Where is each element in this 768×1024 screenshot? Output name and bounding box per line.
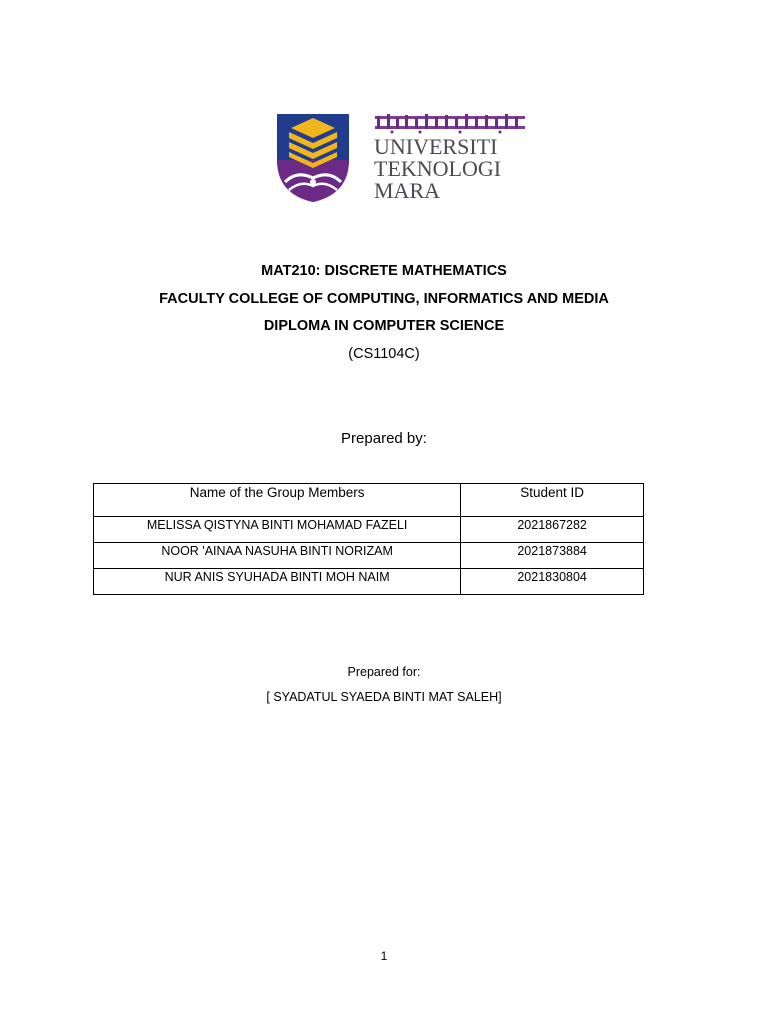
prepared-for-label: Prepared for: bbox=[347, 665, 421, 679]
table-header-row bbox=[94, 484, 644, 517]
prepared-by-label: Prepared by: bbox=[341, 430, 427, 447]
logo-wordmark-line2: TEKNOLOGI bbox=[374, 156, 502, 181]
header-member-name: Name of the Group Members bbox=[94, 484, 461, 517]
member-name-cell: MELISSA QISTYNA BINTI MOHAMAD FAZELI bbox=[94, 517, 461, 543]
faculty-title: FACULTY COLLEGE OF COMPUTING, INFORMATICS AND MEDIA bbox=[159, 291, 609, 307]
university-logo bbox=[275, 112, 540, 204]
student-id-cell: 2021873884 bbox=[461, 543, 644, 569]
logo-wordmark-line1: UNIVERSITI bbox=[374, 134, 498, 159]
programme-title: DIPLOMA IN COMPUTER SCIENCE bbox=[263, 318, 505, 334]
header-student-id: Student ID bbox=[461, 484, 644, 517]
member-name-cell: NOOR 'AINAA NASUHA BINTI NORIZAM bbox=[94, 543, 461, 569]
member-name-cell: NUR ANIS SYUHADA BINTI MOH NAIM bbox=[94, 569, 461, 595]
table-row bbox=[94, 569, 644, 595]
student-id-cell: 2021867282 bbox=[461, 517, 644, 543]
uitm-crest-icon bbox=[275, 112, 540, 204]
lecturer-name: [ SYADATUL SYAEDA BINTI MAT SALEH] bbox=[266, 690, 502, 704]
jawi-script-icon bbox=[375, 114, 525, 134]
logo-wordmark-line3: MARA bbox=[374, 178, 441, 203]
page-number: 1 bbox=[380, 949, 388, 963]
group-members-table bbox=[93, 483, 644, 595]
student-id-cell: 2021830804 bbox=[461, 569, 644, 595]
class-code: (CS1104C) bbox=[348, 346, 420, 362]
table-row bbox=[94, 517, 644, 543]
table-row bbox=[94, 543, 644, 569]
course-title: MAT210: DISCRETE MATHEMATICS bbox=[261, 263, 507, 279]
